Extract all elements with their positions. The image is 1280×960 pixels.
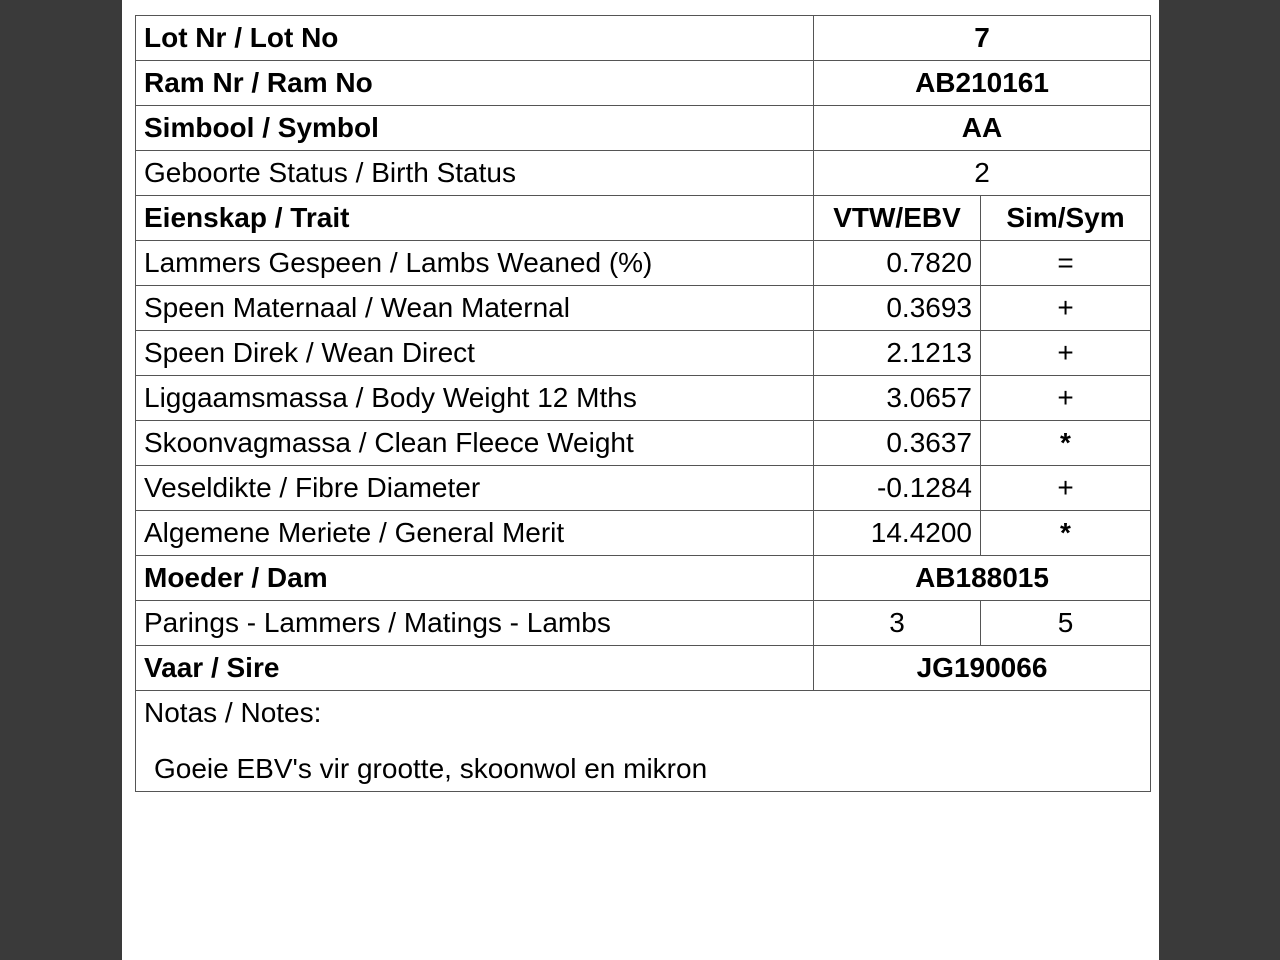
ebv-header: VTW/EBV [814,196,981,241]
trait-name: Lammers Gespeen / Lambs Weaned (%) [136,241,814,286]
traits-header-row [136,196,1151,241]
notes-row [136,691,1151,792]
trait-ebv: 0.3637 [814,421,981,466]
trait-row [136,331,1151,376]
symbol-label: Simbool / Symbol [136,106,814,151]
ram-label: Ram Nr / Ram No [136,61,814,106]
ram-info-table [135,15,1151,792]
document-page [122,0,1159,960]
trait-name: Algemene Meriete / General Merit [136,511,814,556]
trait-name: Skoonvagmassa / Clean Fleece Weight [136,421,814,466]
lambs-count: 5 [981,601,1151,646]
lot-row [136,16,1151,61]
trait-name: Speen Direk / Wean Direct [136,331,814,376]
trait-name: Speen Maternaal / Wean Maternal [136,286,814,331]
dam-row [136,556,1151,601]
ram-value: AB210161 [814,61,1151,106]
trait-ebv: -0.1284 [814,466,981,511]
trait-row [136,241,1151,286]
trait-row [136,511,1151,556]
trait-symbol: + [981,466,1151,511]
ram-row [136,61,1151,106]
notes-label: Notas / Notes: [144,697,322,728]
matings-row [136,601,1151,646]
lot-label: Lot Nr / Lot No [136,16,814,61]
trait-symbol: = [981,241,1151,286]
trait-ebv: 0.7820 [814,241,981,286]
trait-name: Veseldikte / Fibre Diameter [136,466,814,511]
trait-row [136,376,1151,421]
matings-label: Parings - Lammers / Matings - Lambs [136,601,814,646]
trait-row [136,286,1151,331]
trait-symbol: + [981,286,1151,331]
lot-value: 7 [814,16,1151,61]
dam-value: AB188015 [814,556,1151,601]
trait-ebv: 3.0657 [814,376,981,421]
trait-row [136,421,1151,466]
trait-ebv: 0.3693 [814,286,981,331]
birth-status-row [136,151,1151,196]
dam-label: Moeder / Dam [136,556,814,601]
trait-symbol: * [981,511,1151,556]
matings-count: 3 [814,601,981,646]
sire-row [136,646,1151,691]
sire-value: JG190066 [814,646,1151,691]
notes-cell [136,691,1151,792]
trait-ebv: 2.1213 [814,331,981,376]
notes-text: Goeie EBV's vir grootte, skoonwol en mikron [154,753,708,784]
trait-symbol: + [981,376,1151,421]
birth-status-label: Geboorte Status / Birth Status [136,151,814,196]
trait-name: Liggaamsmassa / Body Weight 12 Mths [136,376,814,421]
trait-symbol: + [981,331,1151,376]
trait-symbol: * [981,421,1151,466]
birth-status-value: 2 [814,151,1151,196]
trait-header-label: Eienskap / Trait [136,196,814,241]
trait-row [136,466,1151,511]
symbol-header: Sim/Sym [981,196,1151,241]
sire-label: Vaar / Sire [136,646,814,691]
trait-ebv: 14.4200 [814,511,981,556]
symbol-row [136,106,1151,151]
symbol-value: AA [814,106,1151,151]
